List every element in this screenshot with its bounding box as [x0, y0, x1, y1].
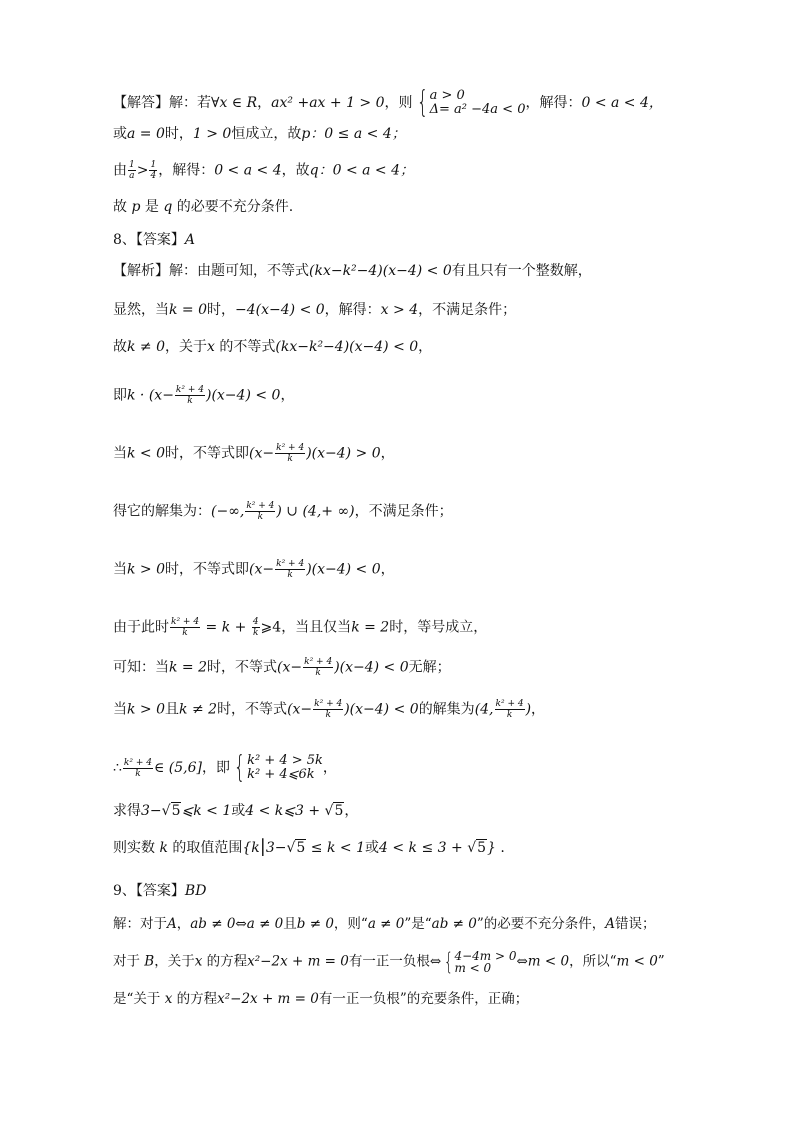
solution-line-1: 【解答】解：若∀x ∈ R，ax² +ax + 1 > 0，则 { a > 0 Δ= a² −4a < 0 ，解得：0 < a < 4， — [113, 85, 663, 120]
solution-line-3: 由 $\frac{1}{a}$ > $\frac{1}{4}$ ，解得：0 < a < 4，故q：0 < a < 4； — [113, 160, 415, 181]
analysis-line-7: 当k > 0时，不等式即(x− $\frac{\text{k² + 4}}{k}$ )(x−4) < 0， — [113, 559, 395, 580]
inequality-system: { a > 0 Δ= a² −4a < 0 — [416, 85, 526, 120]
solution-line-4: 故 p 是 q 的必要不充分条件. — [113, 199, 294, 215]
fraction-1-over-a: $\frac{1}{a}$ — [129, 160, 135, 181]
q9-line-3: 是“关于 x 的方程x²−2x + m = 0有一正一负根”的充要条件，正确； — [113, 991, 529, 1007]
answer-tag: 【解答】 — [113, 95, 169, 111]
analysis-line-4: 即k · (x− $\frac{\text{k² + 4}}{k}$ )(x−4) < 0， — [113, 385, 295, 406]
analysis-line-10: 当k > 0且k ≠ 2时，不等式(x− $\frac{\text{k² + 4}}{k}$ )(x−4) < 0的解集为(4, $\frac{\text{k² + 4}}{k}$ )， — [113, 699, 546, 720]
analysis-line-12: 求得3−√5⩽k < 1或4 < k⩽3 + √5， — [113, 803, 359, 819]
analysis-line-8: 由于此时 $\frac{\text{k² + 4}}{k}$ = k + $\frac{4}{k}$ ⩾4，当且仅当k = 2时，等号成立， — [113, 617, 488, 638]
sqrt-5: √5 — [161, 803, 181, 819]
fraction-1-over-4: $\frac{1}{4}$ — [150, 160, 157, 181]
sqrt-5: √5 — [324, 803, 344, 819]
answer-9-heading: 9、【答案】BD — [113, 883, 207, 899]
q9-line-1: 解：对于A，ab ≠ 0⇔a ≠ 0且b ≠ 0，则“a ≠ 0”是“ab ≠ 0”的必要不充分条件，A错误； — [113, 916, 656, 932]
inequality-system: { 4−4m > 0 m < 0 — [444, 948, 517, 976]
analysis-line-13: 则实数 k 的取值范围{k|3−√5 ≤ k < 1或4 < k ≤ 3 + √5} . — [113, 836, 505, 857]
solution-line-2: 或a = 0时，1 > 0恒成立，故p：0 ≤ a < 4； — [113, 126, 406, 142]
analysis-line-3: 故k ≠ 0，关于x 的不等式(kx−k²−4)(x−4) < 0， — [113, 339, 433, 355]
q9-line-2: 对于 B，关于x 的方程x²−2x + m = 0有一正一负根⇔ { 4−4m > 0 m < 0 ⇔m < 0，所以“m < 0” — [113, 948, 665, 976]
analysis-line-11: ∴ $\frac{\text{k² + 4}}{k}$ ∈ (5,6]，即 { k² + 4 > 5k k² + 4⩽6k ， — [113, 750, 337, 785]
analysis-line-9: 可知：当k = 2时，不等式(x− $\frac{\text{k² + 4}}{k}$ )(x−4) < 0无解； — [113, 657, 451, 678]
analysis-line-5: 当k < 0时，不等式即(x− $\frac{\text{k² + 4}}{k}$ )(x−4) > 0， — [113, 443, 395, 464]
analysis-line-1: 【解析】解：由题可知，不等式(kx−k²−4)(x−4) < 0有且只有一个整数解， — [113, 263, 592, 279]
answer-8-heading: 8、【答案】A — [113, 232, 196, 248]
analysis-tag: 【解析】 — [113, 263, 169, 279]
analysis-line-2: 显然，当k = 0时，−4(x−4) < 0，解得：x > 4，不满足条件； — [113, 302, 517, 318]
analysis-line-6: 得它的解集为：(−∞, $\frac{\text{k² + 4}}{k}$ ) ∪ (4,+ ∞)，不满足条件； — [113, 501, 453, 522]
inequality-system: { k² + 4 > 5k k² + 4⩽6k — [233, 750, 323, 785]
